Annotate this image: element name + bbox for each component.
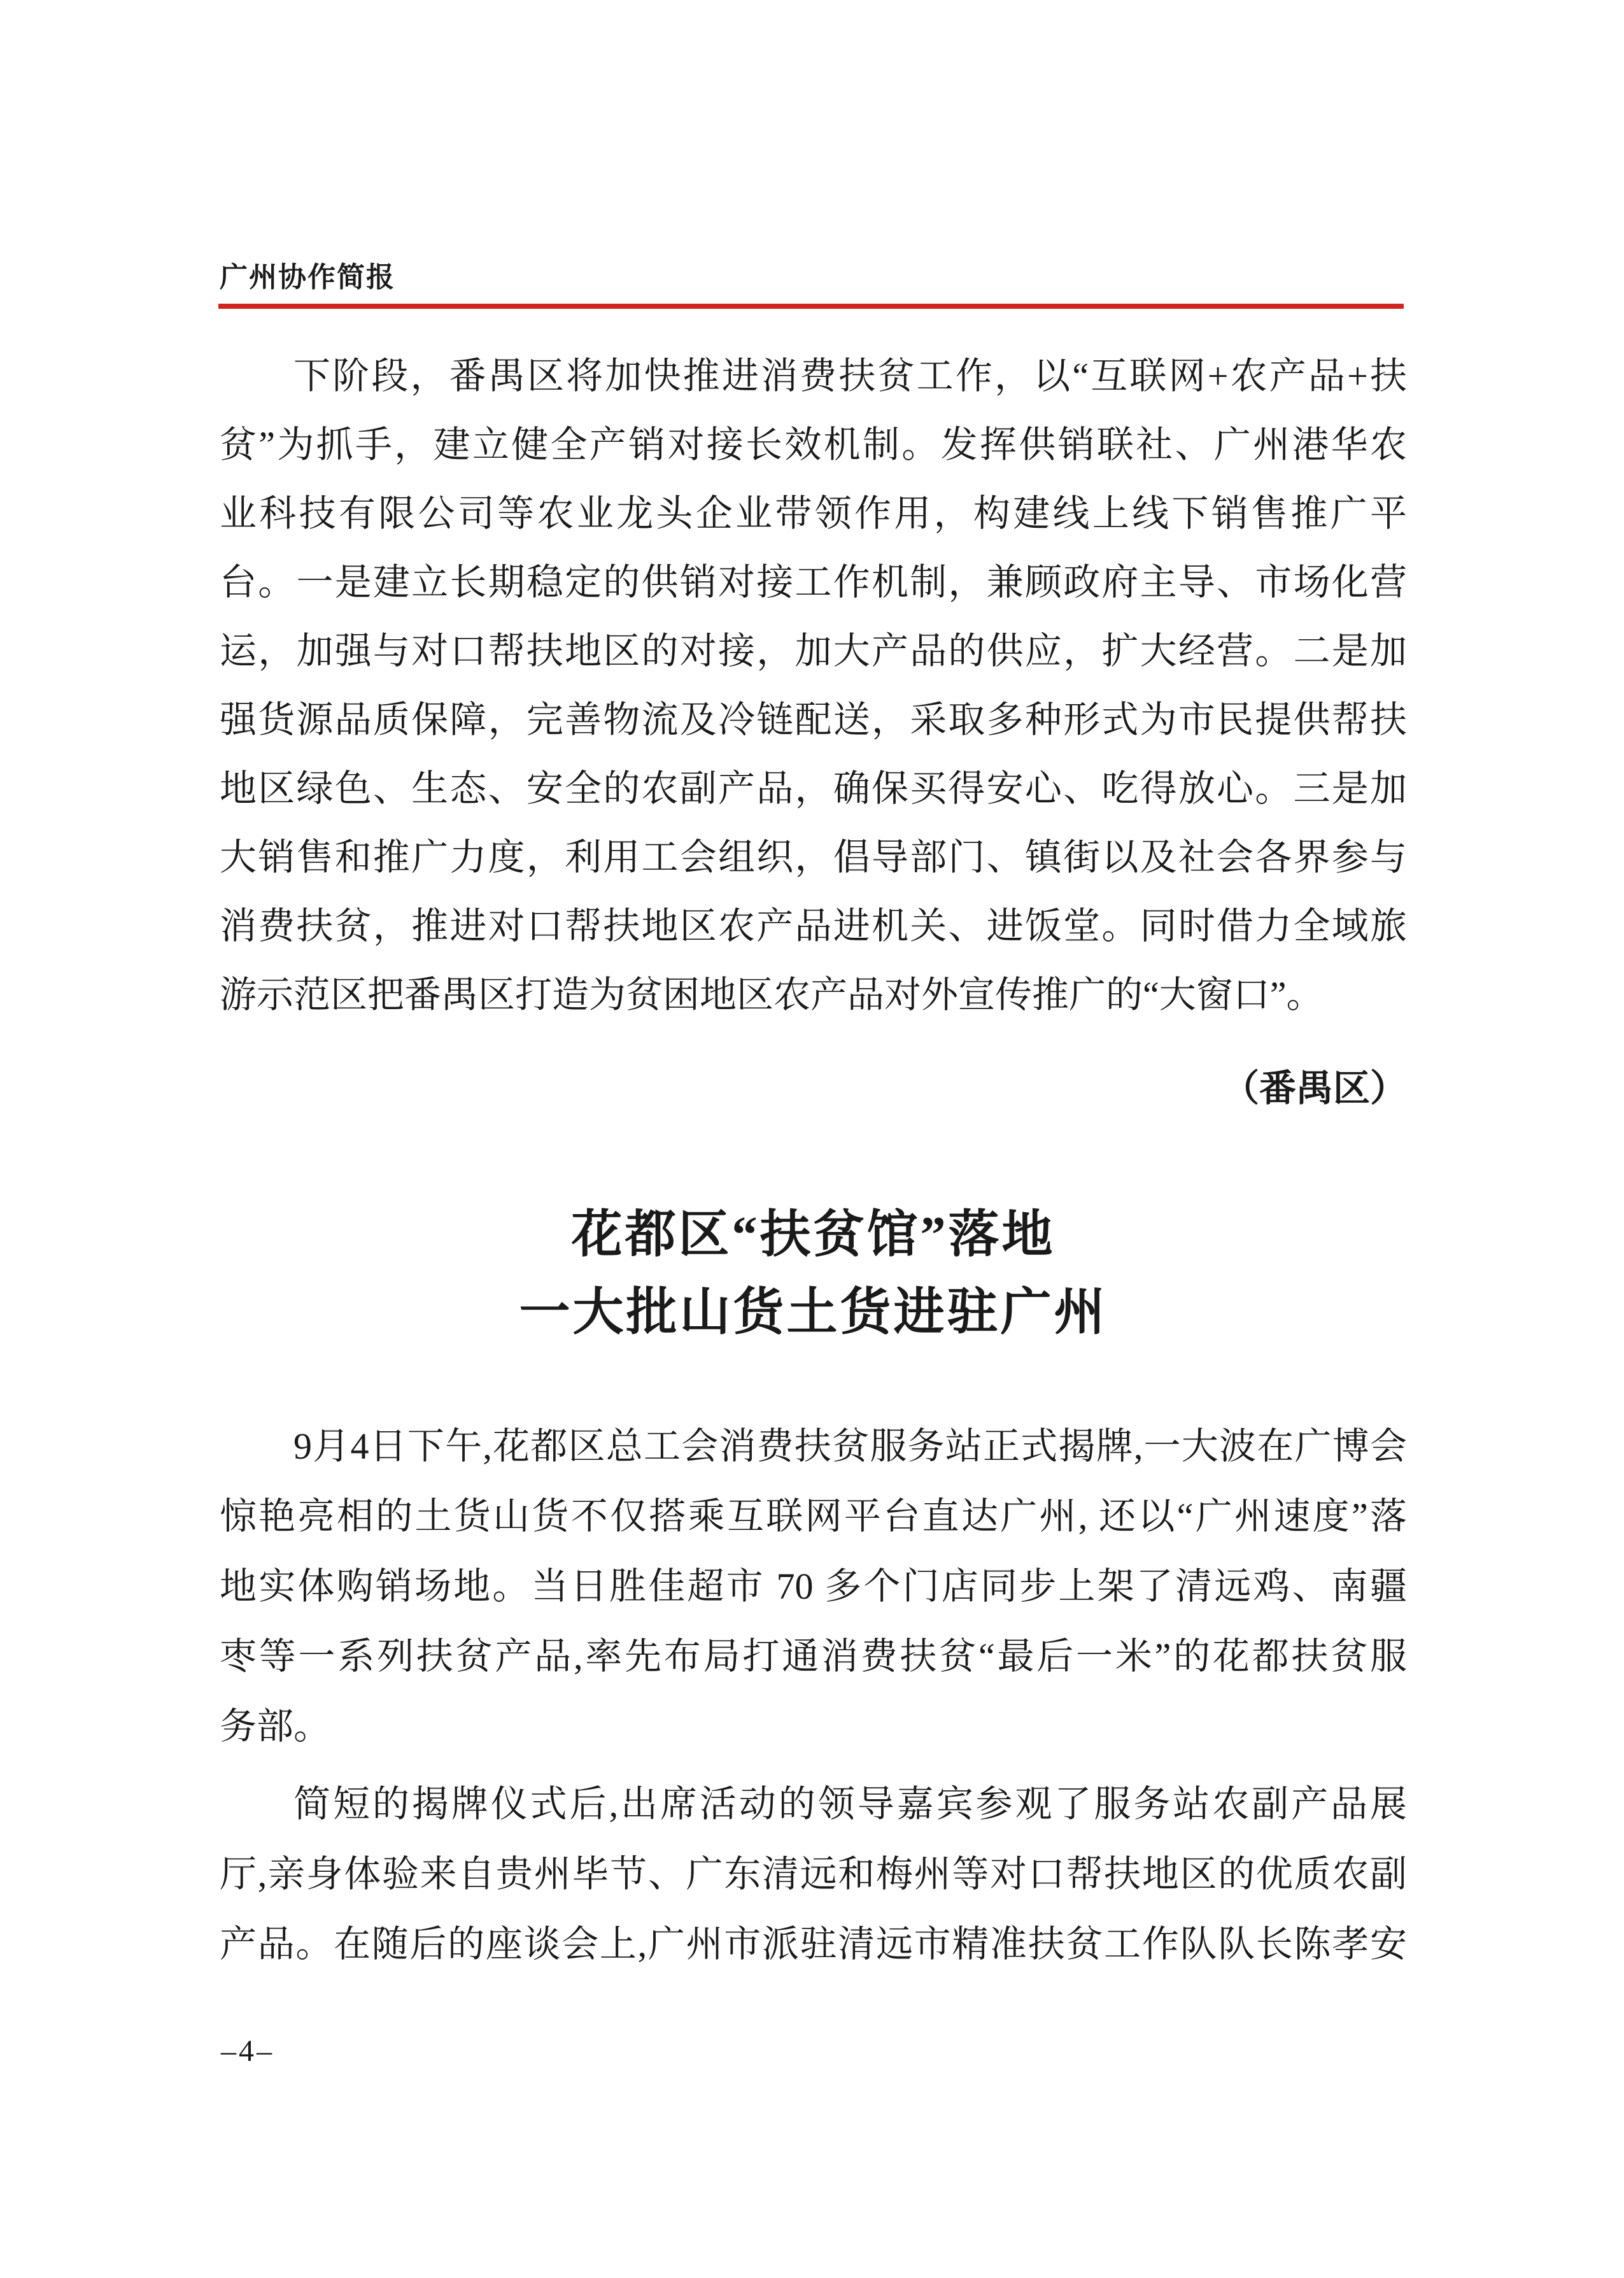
body-line: 产品。在随后的座谈会上,广州市派驻清远市精准扶贫工作队队长陈孝安 [220, 1923, 1407, 1965]
body-line: 强货源品质保障，完善物流及冷链配送，采取多种形式为市民提供帮扶 [220, 699, 1407, 740]
article-paragraph-1 [220, 1411, 1407, 1762]
article-title-line1: 花都区“扶贫馆”落地 [571, 1207, 1056, 1263]
article-attribution: （番禺区） [1222, 1068, 1407, 1109]
body-line: 9月4日下午,花都区总工会消费扶贫服务站正式揭牌,一大波在广博会 [293, 1426, 1407, 1467]
article-title [220, 1196, 1407, 1352]
body-line: 游示范区把番禺区打造为贫困地区农产品对外宣传推广的“大窗口”。 [220, 974, 1324, 1015]
body-line: 消费扶贫，推进对口帮扶地区农产品进机关、进饭堂。同时借力全域旅 [220, 905, 1407, 947]
article-paragraph-2 [220, 1769, 1407, 1979]
body-line: 枣等一系列扶贫产品,率先布局打通消费扶贫“最后一米”的花都扶贫服 [220, 1636, 1407, 1677]
body-line: 运，加强与对口帮扶地区的对接，加大产品的供应，扩大经营。二是加 [220, 630, 1407, 672]
masthead-rule [218, 304, 1404, 309]
body-line: 地区绿色、生态、安全的农副产品，确保买得安心、吃得放心。三是加 [220, 768, 1407, 809]
body-line: 简短的揭牌仪式后,出席活动的领导嘉宾参观了服务站农副产品展 [293, 1783, 1407, 1825]
body-line: 业科技有限公司等农业龙头企业带领作用，构建线上线下销售推广平 [220, 493, 1407, 534]
body-line: 务部。 [220, 1706, 331, 1747]
body-line: 厅,亲身体验来自贵州毕节、广东清远和梅州等对口帮扶地区的优质农副 [220, 1853, 1407, 1895]
body-line: 贫”为抓手，建立健全产销对接长效机制。发挥供销联社、广州港华农 [220, 424, 1407, 465]
page-number: –4– [221, 2034, 274, 2068]
article-title-line2: 一大批山货土货进驻广州 [519, 1285, 1108, 1341]
body-line: 下阶段，番禺区将加快推进消费扶贫工作，以“互联网+农产品+扶 [293, 355, 1407, 397]
body-line: 大销售和推广力度，利用工会组织，倡导部门、镇街以及社会各界参与 [220, 837, 1407, 878]
body-line: 地实体购销场地。当日胜佳超市 70 多个门店同步上架了清远鸡、南疆 [220, 1566, 1407, 1607]
body-line: 台。一是建立长期稳定的供销对接工作机制，兼顾政府主导、市场化营 [220, 562, 1407, 603]
body-line: 惊艳亮相的土货山货不仅搭乘互联网平台直达广州, 还以“广州速度”落 [220, 1496, 1407, 1537]
masthead-brand: 广州协作简报 [220, 262, 395, 293]
previous-article-body [220, 342, 1407, 1029]
